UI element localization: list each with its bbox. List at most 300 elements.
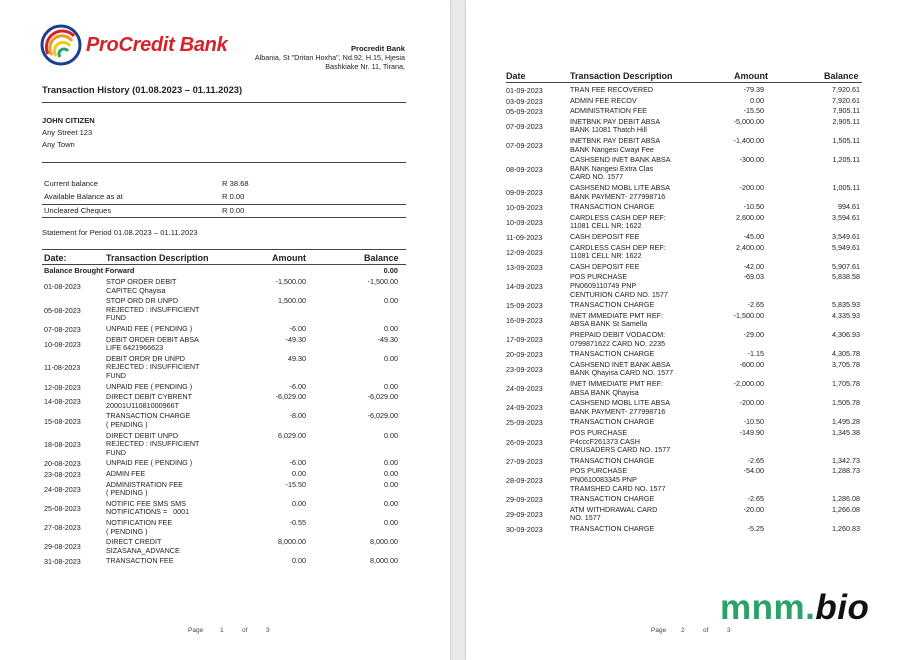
cell-balance: 1,342.73 bbox=[832, 455, 860, 465]
description-line: ADMINISTRATION FEE bbox=[570, 106, 647, 116]
description-line: TRANSACTION FEE bbox=[106, 556, 174, 566]
description-line: BANK Nangesi Extra Clas bbox=[570, 163, 654, 173]
cell-date: 12-08-2023 bbox=[44, 382, 81, 392]
table-row bbox=[506, 312, 862, 331]
description-line: INETBNK PAY DEBIT ABSA bbox=[570, 116, 661, 126]
table-row bbox=[506, 184, 862, 203]
cell-date: 20-08-2023 bbox=[44, 459, 81, 469]
table-row bbox=[506, 361, 862, 380]
cell-balance: 1,505.11 bbox=[832, 136, 860, 145]
table-row bbox=[506, 495, 862, 506]
cell-balance: 1,205.11 bbox=[832, 155, 860, 165]
cell-balance: -6,029.00 bbox=[367, 392, 398, 402]
cell-date: 23-08-2023 bbox=[44, 470, 81, 479]
cell-date: 10-09-2023 bbox=[506, 203, 543, 213]
balance-value: R 0.00 bbox=[222, 192, 245, 201]
table-row bbox=[506, 350, 862, 361]
description-line: STOP ORD DR UNPD bbox=[106, 296, 179, 306]
cell-balance: 994.61 bbox=[838, 202, 860, 212]
cell-description bbox=[106, 557, 174, 566]
cell-date: 24-09-2023 bbox=[506, 384, 543, 394]
customer-block bbox=[42, 115, 95, 151]
cell-description bbox=[106, 481, 183, 498]
cell-date: 24-08-2023 bbox=[44, 484, 81, 494]
description-line: 11081 CELL NR: 1622 bbox=[570, 221, 642, 231]
table-row bbox=[506, 429, 862, 457]
pager-of: of bbox=[242, 627, 248, 634]
divider bbox=[42, 264, 406, 265]
description-line: PN0609110749 PNP bbox=[570, 280, 637, 290]
cell-description bbox=[106, 470, 145, 479]
cell-amount: -1,400.00 bbox=[733, 136, 764, 145]
description-line: UNPAID FEE ( PENDING ) bbox=[106, 458, 193, 468]
cell-date: 05-09-2023 bbox=[506, 107, 543, 117]
cell-date: 09-09-2023 bbox=[506, 188, 543, 198]
cell-amount: -54.00 bbox=[743, 466, 764, 476]
column-header-date: Date bbox=[506, 71, 526, 81]
cell-balance: -1,500.00 bbox=[367, 277, 398, 286]
cell-balance: 0.00 bbox=[384, 353, 398, 363]
description-line: NO. 1577 bbox=[570, 513, 601, 523]
table-row bbox=[506, 118, 862, 137]
description-line: TRAMSHED CARD NO. 1577 bbox=[570, 483, 666, 493]
cell-date: 31-08-2023 bbox=[44, 557, 81, 567]
description-line: TRAN FEE RECOVERED bbox=[570, 85, 654, 94]
column-header-amount: Amount bbox=[272, 253, 306, 263]
description-line: DEBIT ORDER DEBIT ABSA bbox=[106, 334, 199, 344]
statement-period: Statement for Period 01.08.2023 – 01.11.2023 bbox=[42, 228, 198, 237]
cell-balance: 0.00 bbox=[384, 479, 398, 489]
description-line: CARDLESS CASH DEP REF: bbox=[570, 212, 666, 222]
cell-amount: -200.00 bbox=[739, 183, 764, 192]
description-line: CENTURION CARD NO. 1577 bbox=[570, 289, 668, 299]
cell-amount: 0.00 bbox=[292, 498, 306, 508]
description-line: ADMINISTRATION FEE bbox=[106, 479, 183, 489]
description-line: ATM WITHDRAWAL CARD bbox=[570, 504, 658, 514]
table-row bbox=[42, 538, 406, 557]
description-line: BANK Nangesi Cwayi Fee bbox=[570, 144, 654, 154]
cell-description bbox=[106, 459, 192, 468]
cell-balance: 4,335.93 bbox=[832, 310, 860, 320]
cell-amount: -5.25 bbox=[747, 524, 764, 533]
description-line: ABSA BANK Qhayisa bbox=[570, 387, 639, 397]
cell-description bbox=[106, 393, 192, 410]
description-line: ( PENDING ) bbox=[106, 526, 148, 536]
cell-description bbox=[570, 506, 657, 523]
cell-date: 18-08-2023 bbox=[44, 440, 81, 450]
cell-balance: 5,949.61 bbox=[832, 242, 860, 252]
description-line: FUND bbox=[106, 447, 126, 457]
cell-balance: 0.00 bbox=[384, 458, 398, 468]
cell-amount: -20.00 bbox=[743, 504, 764, 514]
cell-balance: 0.00 bbox=[384, 296, 398, 306]
cell-date: 25-09-2023 bbox=[506, 418, 543, 428]
cell-amount: -8.00 bbox=[289, 411, 306, 421]
description-line: CAPITEC Qhayisa bbox=[106, 285, 166, 295]
cell-balance: 3,549.61 bbox=[832, 232, 860, 241]
cell-amount: -2,000.00 bbox=[733, 379, 764, 388]
description-line: CRUSADERS CARD NO. 1577 bbox=[570, 445, 671, 455]
table-row bbox=[42, 412, 406, 431]
cell-date: 15-09-2023 bbox=[506, 301, 543, 311]
description-line: NOTIFICATIONS = 0001 bbox=[106, 507, 190, 517]
table-row bbox=[506, 86, 862, 97]
divider bbox=[42, 102, 406, 103]
cell-balance: 0.00 bbox=[384, 498, 398, 508]
description-line: TRANSACTION CHARGE bbox=[570, 300, 655, 310]
cell-date: 10-08-2023 bbox=[44, 339, 81, 349]
description-line: FUND bbox=[106, 370, 126, 380]
cell-description bbox=[570, 350, 654, 359]
cell-description bbox=[570, 495, 654, 504]
table-row bbox=[506, 263, 862, 274]
cell-description bbox=[570, 273, 668, 299]
cell-amount: -79.39 bbox=[743, 85, 764, 94]
pager-num: 1 bbox=[220, 627, 224, 634]
cell-amount: -2.65 bbox=[747, 300, 764, 310]
column-header-date: Date: bbox=[44, 253, 67, 263]
cell-amount: -69.03 bbox=[743, 272, 764, 282]
watermark-left: mnm. bbox=[720, 588, 816, 627]
cell-description bbox=[106, 500, 189, 517]
table-row bbox=[506, 233, 862, 244]
description-line: DIRECT DEBIT UNPD bbox=[106, 430, 179, 440]
table-row bbox=[506, 331, 862, 350]
table-row bbox=[506, 418, 862, 429]
cell-balance: 1,345.38 bbox=[832, 428, 860, 437]
cell-description bbox=[570, 399, 670, 416]
cell-balance: 0.00 bbox=[384, 430, 398, 440]
cell-date: 23-09-2023 bbox=[506, 365, 543, 375]
cell-balance: 0.00 bbox=[384, 324, 398, 333]
cell-balance: -49.30 bbox=[377, 334, 398, 344]
cell-description bbox=[570, 156, 671, 182]
cell-date: 17-09-2023 bbox=[506, 335, 543, 345]
cell-amount: 2,600.00 bbox=[736, 212, 764, 222]
table-row bbox=[42, 325, 406, 336]
description-line: NOTIFIC FEE SMS SMS bbox=[106, 498, 186, 508]
cell-description bbox=[570, 118, 660, 135]
cell-description bbox=[106, 432, 199, 458]
brought-forward-label: Balance Brought Forward bbox=[44, 266, 135, 275]
description-line: CASHSEND MOBL LITE ABSA bbox=[570, 398, 670, 408]
bank-address bbox=[215, 44, 405, 71]
cell-date: 29-09-2023 bbox=[506, 495, 543, 505]
cell-date: 29-09-2023 bbox=[506, 510, 543, 520]
customer-address-line: Any Street 123 bbox=[42, 128, 93, 137]
watermark-right: bio bbox=[815, 588, 870, 627]
divider bbox=[42, 249, 406, 250]
description-line: NOTIFICATION FEE bbox=[106, 518, 173, 527]
cell-amount: -10.50 bbox=[743, 417, 764, 427]
cell-description bbox=[570, 203, 654, 212]
cell-amount: -200.00 bbox=[739, 398, 764, 408]
balance-summary bbox=[42, 178, 406, 218]
description-line: ABSA BANK St Samella bbox=[570, 319, 648, 329]
cell-description bbox=[106, 355, 199, 381]
cell-balance: 1,260.83 bbox=[832, 524, 860, 533]
cell-description bbox=[106, 336, 199, 353]
table-row bbox=[506, 380, 862, 399]
cell-balance: -6,029.00 bbox=[367, 411, 398, 421]
table-row bbox=[42, 297, 406, 325]
table-row bbox=[42, 470, 406, 481]
cell-description bbox=[570, 301, 654, 310]
statement-page-2 bbox=[466, 0, 916, 660]
cell-amount: 8,000.00 bbox=[278, 537, 306, 547]
watermark bbox=[720, 588, 869, 628]
bank-brand-name: ProCredit Bank bbox=[86, 34, 228, 56]
balance-row bbox=[42, 204, 406, 218]
cell-balance: 2,905.11 bbox=[832, 116, 860, 126]
description-line: P4cccF261373 CASH bbox=[570, 436, 640, 446]
cell-description bbox=[570, 418, 654, 427]
cell-date: 07-08-2023 bbox=[44, 325, 81, 334]
description-line: TRANSACTION CHARGE bbox=[570, 202, 655, 212]
table-row bbox=[506, 273, 862, 301]
description-line: CASH DEPOSIT FEE bbox=[570, 232, 640, 241]
cell-description bbox=[570, 214, 666, 231]
cell-amount: -6,029.00 bbox=[275, 392, 306, 402]
cell-description bbox=[570, 233, 639, 242]
description-line: BANK 11081 Thatch Hill bbox=[570, 125, 647, 135]
description-line: CARDLESS CASH DEP REF: bbox=[570, 242, 666, 252]
cell-description bbox=[106, 412, 190, 429]
cell-description bbox=[570, 137, 660, 154]
customer-address-line: Any Town bbox=[42, 140, 75, 149]
description-line: UNPAID FEE ( PENDING ) bbox=[106, 381, 193, 391]
description-line: REJECTED : INSUFFICIENT bbox=[106, 362, 200, 372]
cell-amount: -6.00 bbox=[289, 458, 306, 468]
column-header-amount: Amount bbox=[734, 71, 768, 81]
table-row bbox=[42, 355, 406, 383]
cell-balance: 1,266.08 bbox=[832, 504, 860, 514]
cell-date: 15-08-2023 bbox=[44, 416, 81, 426]
cell-date: 12-09-2023 bbox=[506, 247, 543, 257]
cell-date: 27-09-2023 bbox=[506, 456, 543, 466]
description-line: 11081 CELL NR: 1622 bbox=[570, 251, 642, 261]
cell-description bbox=[106, 519, 172, 536]
description-line: ( PENDING ) bbox=[106, 488, 148, 498]
cell-amount: 6,029.00 bbox=[278, 430, 306, 440]
table-row bbox=[506, 214, 862, 233]
cell-amount: -1,500.00 bbox=[275, 277, 306, 286]
pager-num: 2 bbox=[681, 627, 685, 634]
cell-balance: 1,495.28 bbox=[832, 417, 860, 427]
cell-date: 07-09-2023 bbox=[506, 122, 543, 132]
description-line: CARD NO. 1577 bbox=[570, 172, 624, 182]
cell-date: 01-09-2023 bbox=[506, 86, 543, 95]
description-line: CASHSEND MOBL LITE ABSA bbox=[570, 183, 670, 192]
cell-description bbox=[570, 467, 665, 493]
table-row bbox=[42, 519, 406, 538]
table-row bbox=[42, 336, 406, 355]
description-line: CASHSEND INET BANK ABSA bbox=[570, 359, 671, 369]
description-line: TRANSACTION CHARGE bbox=[570, 455, 655, 465]
description-line: ADMIN FEE RECOV bbox=[570, 95, 637, 105]
table-row bbox=[506, 301, 862, 312]
cell-date: 30-09-2023 bbox=[506, 525, 543, 534]
cell-date: 05-08-2023 bbox=[44, 305, 81, 315]
description-line: CASHSEND INET BANK ABSA bbox=[570, 155, 671, 165]
cell-date: 26-09-2023 bbox=[506, 437, 543, 447]
table-row bbox=[506, 97, 862, 108]
cell-date: 14-09-2023 bbox=[506, 281, 543, 291]
description-line: ( PENDING ) bbox=[106, 419, 148, 429]
statement-page-1 bbox=[0, 0, 450, 660]
cell-balance: 3,705.78 bbox=[832, 359, 860, 369]
description-line: POS PURCHASE bbox=[570, 466, 628, 476]
cell-amount: -15.50 bbox=[743, 106, 764, 116]
cell-amount: 1,500.00 bbox=[278, 296, 306, 306]
cell-balance: 1,705.78 bbox=[832, 379, 860, 388]
cell-description bbox=[570, 107, 647, 116]
cell-amount: 0.00 bbox=[292, 469, 306, 478]
cell-amount: -49.30 bbox=[285, 334, 306, 344]
balance-row bbox=[42, 191, 406, 204]
cell-balance: 8,000.00 bbox=[370, 556, 398, 566]
table-row bbox=[42, 481, 406, 500]
procredit-logo-icon bbox=[40, 24, 82, 66]
description-line: TRANSACTION CHARGE bbox=[570, 524, 655, 533]
statement-title: Transaction History (01.08.2023 – 01.11.2023) bbox=[42, 84, 243, 95]
cell-description bbox=[106, 325, 192, 334]
cell-date: 29-08-2023 bbox=[44, 542, 81, 552]
cell-description bbox=[570, 312, 663, 329]
description-line: FUND bbox=[106, 313, 126, 323]
cell-description bbox=[106, 383, 192, 392]
cell-balance: 1,505.78 bbox=[832, 398, 860, 408]
description-line: LIFE 6421966623 bbox=[106, 343, 164, 353]
balance-row bbox=[42, 178, 406, 191]
cell-amount: -1.15 bbox=[747, 349, 764, 359]
cell-balance: 1,286.08 bbox=[832, 494, 860, 504]
description-line: DEBIT ORDR DR UNPD bbox=[106, 353, 185, 363]
cell-balance: 5,907.61 bbox=[832, 261, 860, 271]
pager-label: Page bbox=[188, 627, 204, 634]
bank-address-name: Procredit Bank bbox=[350, 44, 405, 53]
divider bbox=[506, 82, 862, 83]
description-line: UNPAID FEE ( PENDING ) bbox=[106, 324, 193, 333]
description-line: TRANSACTION CHARGE bbox=[106, 411, 191, 421]
cell-date: 10-09-2023 bbox=[506, 218, 543, 228]
pager-label: Page bbox=[651, 627, 667, 634]
table-row bbox=[42, 278, 406, 297]
table-row bbox=[506, 203, 862, 214]
cell-amount: 0.00 bbox=[750, 95, 764, 105]
cell-balance: 0.00 bbox=[384, 518, 398, 527]
divider bbox=[42, 162, 406, 163]
cell-description bbox=[570, 380, 663, 397]
cell-amount: -10.50 bbox=[743, 202, 764, 212]
description-line: 0799871622 CARD NO. 2235 bbox=[570, 338, 666, 348]
description-line: TRANSACTION CHARGE bbox=[570, 417, 655, 427]
description-line: DIRECT DEBIT CYBRENT bbox=[106, 392, 192, 402]
description-line: TRANSACTION CHARGE bbox=[570, 494, 655, 504]
cell-amount: 2,400.00 bbox=[736, 242, 764, 252]
column-header-description: Transaction Description bbox=[570, 71, 673, 81]
cell-description bbox=[106, 538, 180, 555]
cell-date: 25-08-2023 bbox=[44, 504, 81, 514]
cell-description bbox=[570, 263, 639, 272]
cell-description bbox=[570, 97, 637, 106]
cell-amount: -2.65 bbox=[747, 455, 764, 465]
cell-amount: -149.90 bbox=[739, 428, 764, 437]
table-row bbox=[506, 467, 862, 495]
description-line: PN0610083345 PNP bbox=[570, 474, 637, 484]
description-line: REJECTED : INSUFFICIENT bbox=[106, 439, 200, 449]
description-line: INETBNK PAY DEBIT ABSA bbox=[570, 136, 661, 145]
description-line: 20001U11081000966T bbox=[106, 400, 180, 410]
cell-amount: 49.30 bbox=[288, 353, 306, 363]
customer-name: JOHN CITIZEN bbox=[42, 116, 95, 125]
table-row bbox=[506, 156, 862, 184]
cell-balance: 7,920.61 bbox=[832, 95, 860, 105]
description-line: ADMIN FEE bbox=[106, 469, 146, 478]
table-row bbox=[42, 557, 406, 568]
cell-balance: 4,306.93 bbox=[832, 330, 860, 339]
cell-description bbox=[570, 361, 673, 378]
description-line: CASH DEPOSIT FEE bbox=[570, 261, 640, 271]
brought-forward-value: 0.00 bbox=[383, 266, 398, 275]
table-row bbox=[42, 459, 406, 470]
table-row bbox=[506, 525, 862, 536]
cell-date: 03-09-2023 bbox=[506, 96, 543, 106]
table-row bbox=[506, 399, 862, 418]
column-header-balance: Balance bbox=[364, 253, 399, 263]
cell-balance: 1,288.73 bbox=[832, 466, 860, 476]
cell-balance: 7,905.11 bbox=[832, 106, 860, 116]
description-line: BANK PAYMENT- 277998716 bbox=[570, 406, 666, 416]
bank-address-line: Albania, St "Dritan Hoxha", Nd.92, H.15, Hjesia bbox=[254, 53, 405, 62]
cell-balance: 5,838.58 bbox=[832, 272, 860, 282]
cell-description bbox=[106, 278, 176, 295]
table-row bbox=[506, 457, 862, 468]
cell-date: 24-09-2023 bbox=[506, 403, 543, 413]
column-header-description: Transaction Description bbox=[106, 253, 209, 263]
balance-label: Current balance bbox=[44, 179, 99, 188]
description-line: SIZASANA_ADVANCE bbox=[106, 545, 180, 555]
table-row bbox=[506, 107, 862, 118]
cell-balance: 7,920.61 bbox=[832, 85, 860, 94]
description-line: POS PURCHASE bbox=[570, 428, 628, 437]
cell-balance: 0.00 bbox=[384, 381, 398, 391]
description-line: BANK Qhayisa CARD NO. 1577 bbox=[570, 368, 674, 378]
balance-label: Available Balance as at bbox=[44, 192, 123, 201]
cell-date: 14-08-2023 bbox=[44, 397, 81, 407]
cell-date: 16-09-2023 bbox=[506, 316, 543, 326]
cell-date: 08-09-2023 bbox=[506, 164, 543, 174]
cell-amount: -300.00 bbox=[739, 155, 764, 165]
cell-balance: 3,594.61 bbox=[832, 212, 860, 222]
cell-amount: 0.00 bbox=[292, 556, 306, 566]
cell-date: 07-09-2023 bbox=[506, 141, 543, 151]
balance-value: R 38.68 bbox=[222, 179, 249, 188]
cell-description bbox=[570, 244, 666, 261]
cell-description bbox=[570, 429, 670, 455]
cell-balance: 1,005.11 bbox=[832, 183, 860, 192]
cell-date: 11-08-2023 bbox=[44, 363, 81, 373]
table-row bbox=[42, 432, 406, 460]
pager-total: 3 bbox=[266, 627, 270, 634]
cell-date: 28-09-2023 bbox=[506, 475, 543, 485]
cell-description bbox=[570, 525, 654, 534]
table-row bbox=[42, 383, 406, 394]
cell-description bbox=[106, 297, 199, 323]
cell-amount: -42.00 bbox=[743, 261, 764, 271]
cell-balance: 4,305.78 bbox=[832, 349, 860, 359]
bank-address-line: Bashkiake Nr. 11, Tirana, bbox=[325, 62, 405, 71]
